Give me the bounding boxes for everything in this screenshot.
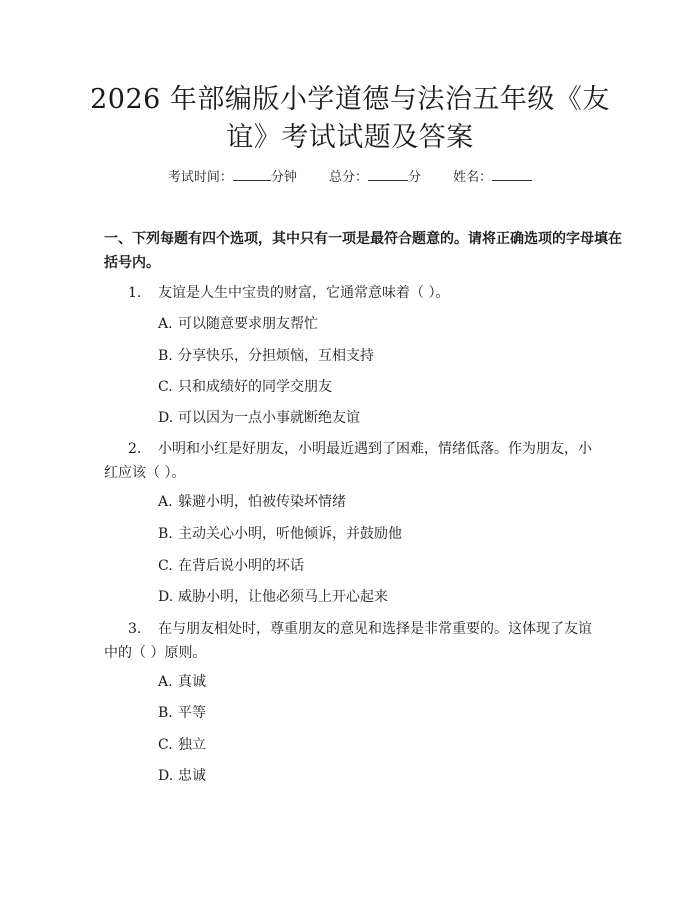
option-letter: B. bbox=[158, 705, 173, 721]
total-score-field bbox=[329, 168, 421, 187]
page-title-line-1: 2026 年部编版小学道德与法治五年级《友 bbox=[90, 84, 610, 115]
page-title-line-2: 谊》考试试题及答案 bbox=[226, 122, 474, 153]
option-text: 只和成绩好的同学交朋友 bbox=[178, 379, 332, 395]
student-name-blank bbox=[492, 168, 532, 181]
option-text: 真诚 bbox=[178, 674, 206, 690]
option-letter: C. bbox=[158, 379, 173, 395]
option-letter: B. bbox=[158, 526, 173, 542]
question-1-option-b bbox=[158, 346, 598, 366]
option-letter: A. bbox=[158, 674, 173, 690]
option-letter: A. bbox=[158, 494, 173, 510]
question-1-option-a bbox=[158, 314, 598, 334]
exam-info-row bbox=[0, 168, 700, 187]
exam-time-unit: 分钟 bbox=[270, 170, 297, 185]
exam-time-label: 考试时间： bbox=[167, 170, 233, 185]
option-text: 可以随意要求朋友帮忙 bbox=[178, 316, 318, 332]
question-3-option-d bbox=[158, 766, 598, 786]
option-letter: C. bbox=[158, 737, 173, 753]
question-2-option-a bbox=[158, 492, 598, 512]
student-name-field bbox=[453, 168, 532, 187]
option-text: 威胁小明，让他必须马上开心起来 bbox=[178, 589, 388, 605]
exam-time-field bbox=[168, 168, 297, 187]
total-score-unit: 分 bbox=[408, 170, 422, 185]
question-number: 3. bbox=[128, 621, 142, 637]
option-letter: B. bbox=[158, 348, 173, 364]
question-number: 2. bbox=[128, 441, 142, 457]
question-3-option-c bbox=[158, 735, 598, 755]
question-3-option-b bbox=[158, 703, 598, 723]
question-1 bbox=[104, 281, 604, 305]
option-text: 平等 bbox=[178, 705, 206, 721]
option-letter: D. bbox=[158, 768, 174, 784]
question-1-option-d bbox=[158, 408, 598, 428]
total-score-label: 总分： bbox=[328, 170, 368, 185]
question-2-option-d bbox=[158, 587, 598, 607]
option-letter: C. bbox=[158, 558, 173, 574]
student-name-label: 姓名： bbox=[453, 170, 493, 185]
option-text: 忠诚 bbox=[178, 768, 206, 784]
question-3-option-a bbox=[158, 672, 598, 692]
option-text: 分享快乐，分担烦恼，互相支持 bbox=[178, 348, 374, 364]
option-letter: D. bbox=[158, 589, 174, 605]
option-text: 独立 bbox=[178, 737, 206, 753]
exam-time-blank bbox=[233, 168, 271, 181]
option-letter: D. bbox=[158, 410, 174, 426]
option-letter: A. bbox=[158, 316, 173, 332]
option-text: 可以因为一点小事就断绝友谊 bbox=[178, 410, 360, 426]
question-2-option-c bbox=[158, 556, 598, 576]
question-number: 1. bbox=[128, 285, 142, 301]
total-score-blank bbox=[368, 168, 408, 181]
question-2 bbox=[104, 437, 604, 485]
option-text: 主动关心小明，听他倾诉，并鼓励他 bbox=[178, 526, 402, 542]
question-3 bbox=[104, 617, 604, 665]
question-text: 友谊是人生中宝贵的财富，它通常意味着（ ）。 bbox=[158, 285, 450, 301]
section-heading: 一、下列每题有四个选项，其中只有一项是最符合题意的。请将正确选项的字母填在括号内。 bbox=[104, 231, 622, 271]
question-text: 小明和小红是好朋友，小明最近遇到了困难，情绪低落。作为朋友，小红应该（ ）。 bbox=[104, 441, 592, 481]
option-text: 躲避小明，怕被传染坏情绪 bbox=[178, 494, 346, 510]
question-2-option-b bbox=[158, 524, 598, 544]
question-text: 在与朋友相处时，尊重朋友的意见和选择是非常重要的。这体现了友谊中的（ ）原则。 bbox=[104, 621, 592, 661]
option-text: 在背后说小明的坏话 bbox=[178, 558, 304, 574]
question-1-option-c bbox=[158, 377, 598, 397]
